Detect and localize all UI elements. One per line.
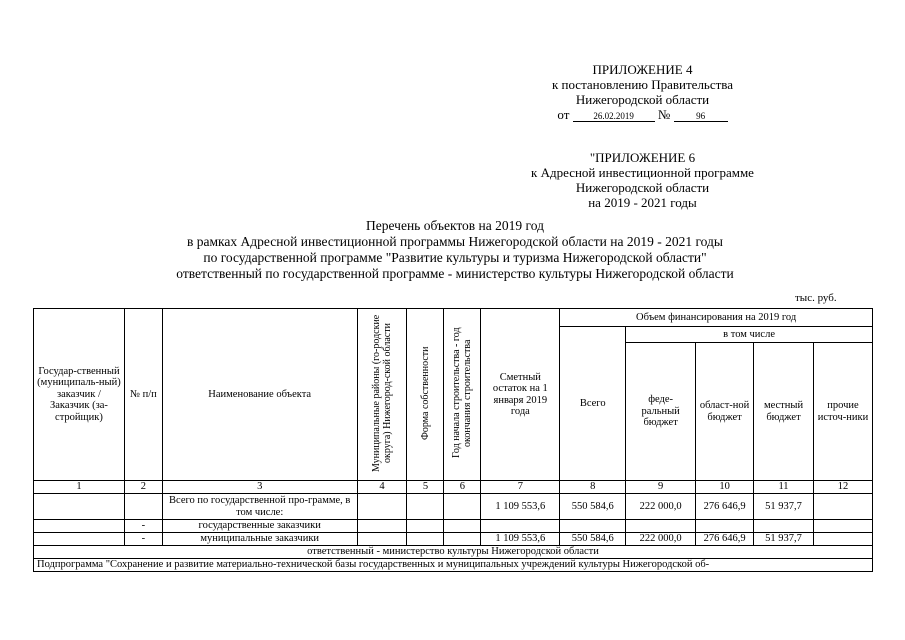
row-num: - <box>124 533 162 546</box>
colnum: 6 <box>444 481 481 494</box>
colnum: 8 <box>560 481 626 494</box>
header-total: Всего <box>560 327 626 481</box>
row-name: государственные заказчики <box>162 520 357 533</box>
date-from-label: от <box>557 107 570 122</box>
row-total: 550 584,6 <box>560 494 626 520</box>
appendix4-line1: ПРИЛОЖЕНИЕ 4 <box>592 62 693 77</box>
document-title <box>60 218 850 282</box>
row-federal: 222 000,0 <box>626 494 696 520</box>
appendix6-line4: на 2019 - 2021 годы <box>588 195 697 210</box>
header-customer: Государ-ственный (муниципаль-ный) заказчик / Заказчик (за-стройщик) <box>34 309 125 481</box>
responsible-row <box>34 546 873 559</box>
appendix4-line3: Нижегородской области <box>575 92 710 107</box>
header-years-cell <box>444 309 481 481</box>
colnum: 2 <box>124 481 162 494</box>
column-numbers-row <box>34 481 873 494</box>
title-line3: по государственной программе "Развитие культуры и туризма Нижегородской области" <box>203 250 707 265</box>
appendix6-line2: к Адресной инвестиционной программе <box>531 165 754 180</box>
number-sign: № <box>657 107 671 122</box>
units-label: тыс. руб. <box>795 292 837 304</box>
header-ownership: Форма собственности <box>419 346 431 440</box>
row-regional: 276 646,9 <box>696 494 754 520</box>
header-funding: Объем финансирования на 2019 год <box>560 309 873 327</box>
colnum: 5 <box>407 481 444 494</box>
row-regional <box>696 520 754 533</box>
header-other: прочие источ-ники <box>813 343 872 481</box>
row-local: 51 937,7 <box>754 533 814 546</box>
colnum: 10 <box>696 481 754 494</box>
appendix6-line3: Нижегородской области <box>575 180 710 195</box>
row-federal <box>626 520 696 533</box>
appendix4-line2: к постановлению Правительства <box>551 77 734 92</box>
header-federal: феде-ральный бюджет <box>626 343 696 481</box>
colnum: 4 <box>357 481 407 494</box>
colnum: 1 <box>34 481 125 494</box>
colnum: 3 <box>162 481 357 494</box>
decree-number: 96 <box>674 111 728 122</box>
row-balance: 1 109 553,6 <box>481 494 560 520</box>
header-including: в том числе <box>626 327 873 343</box>
subprogram-text: Подпрограмма "Сохранение и развитие материально-технической базы государственных и муниципальных учреждений культуры Нижегородской об- <box>34 559 873 572</box>
row-local: 51 937,7 <box>754 494 814 520</box>
colnum: 7 <box>481 481 560 494</box>
header-num: № п/п <box>124 309 162 481</box>
row-total <box>560 520 626 533</box>
colnum: 11 <box>754 481 814 494</box>
table-row <box>34 494 873 520</box>
row-name: Всего по государственной про-грамме, в том числе: <box>162 494 357 520</box>
header-balance: Сметный остаток на 1 января 2019 года <box>481 309 560 481</box>
table-row <box>34 533 873 546</box>
title-line1: Перечень объектов на 2019 год <box>366 218 544 233</box>
header-districts: Муниципальные районы (го-родские округа) Нижегород-ской области <box>371 314 393 472</box>
appendix6-block <box>515 150 770 210</box>
appendix6-line1: "ПРИЛОЖЕНИЕ 6 <box>589 150 696 165</box>
header-districts-cell <box>357 309 407 481</box>
row-regional: 276 646,9 <box>696 533 754 546</box>
header-ownership-cell <box>407 309 444 481</box>
table-row <box>34 520 873 533</box>
subprogram-row <box>34 559 873 572</box>
row-num <box>124 494 162 520</box>
title-line2: в рамках Адресной инвестиционной программы Нижегородской области на 2019 - 2021 годы <box>187 234 723 249</box>
appendix4-block <box>535 62 750 122</box>
appendix4-date-line <box>535 107 750 122</box>
row-balance <box>481 520 560 533</box>
colnum: 12 <box>813 481 872 494</box>
title-line4: ответственный по государственной программе - министерство культуры Нижегородской области <box>176 266 734 281</box>
row-federal: 222 000,0 <box>626 533 696 546</box>
colnum: 9 <box>626 481 696 494</box>
header-local: местный бюджет <box>754 343 814 481</box>
row-num: - <box>124 520 162 533</box>
row-total: 550 584,6 <box>560 533 626 546</box>
objects-table <box>33 308 873 572</box>
header-name: Наименование объекта <box>162 309 357 481</box>
row-name: муниципальные заказчики <box>162 533 357 546</box>
row-balance: 1 109 553,6 <box>481 533 560 546</box>
header-regional: област-ной бюджет <box>696 343 754 481</box>
responsible-text: ответственный - министерство культуры Нижегородской области <box>34 546 873 559</box>
decree-date: 26.02.2019 <box>573 111 655 122</box>
header-years: Год начала строительства - год окончания строительства <box>451 327 474 459</box>
row-local <box>754 520 814 533</box>
